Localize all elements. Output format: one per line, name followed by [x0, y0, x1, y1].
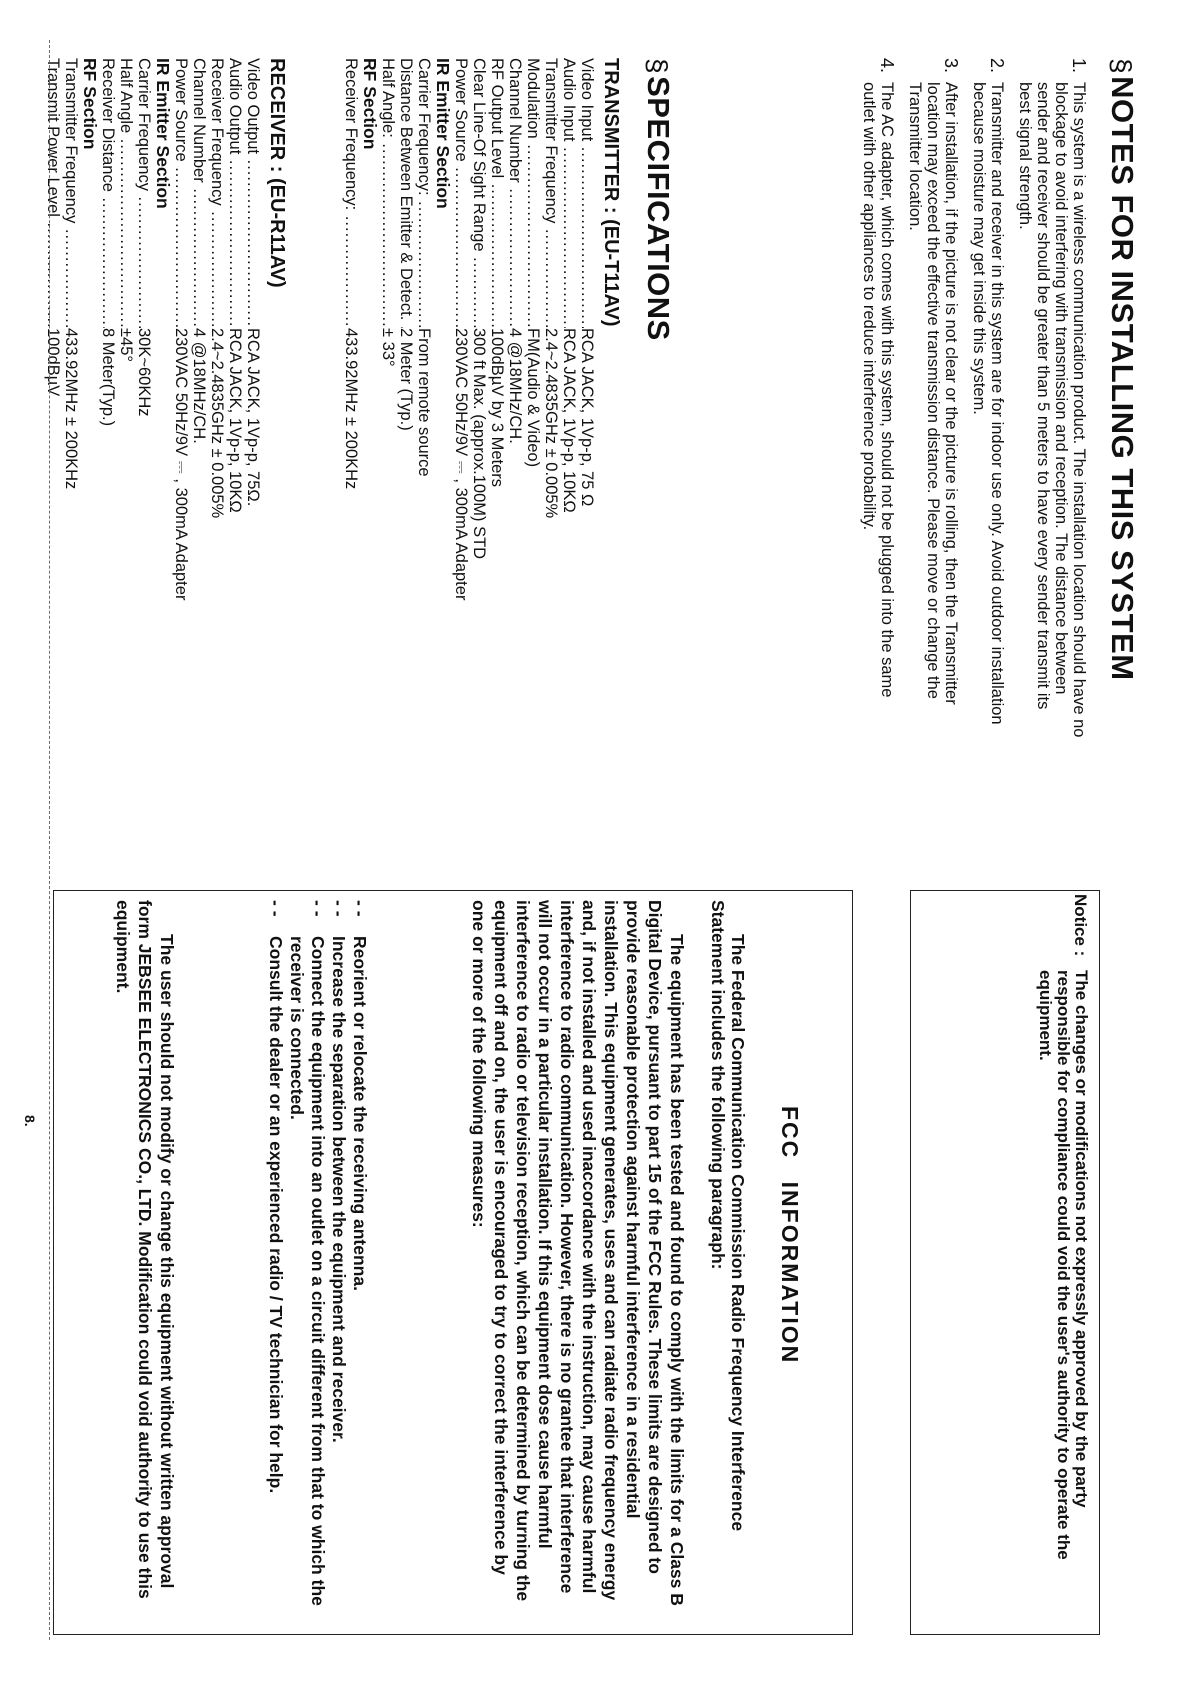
measure-marker: - - — [350, 900, 370, 917]
spec-label: Carrier Frequency: ..... — [415, 58, 433, 328]
spec-value: RCA JACK, 1Vp-p, 10KΩ — [226, 328, 244, 513]
transmitter-heading: TRANSMITTER : (EU-T11AV) — [600, 58, 622, 327]
note-item — [906, 58, 960, 738]
spec-label: Channel Number ..... — [190, 58, 208, 328]
spec-row — [506, 58, 524, 798]
spec-label: Transmitter Frequency ..... — [62, 58, 80, 328]
fcc-paragraph: The equipment has been tested and found to comply with the limits for a Class B Digital Device, pursuant to part 15 of the FCC Rules. These limits are designed to provide reasonable protection against harmful interference in a residential installation. This equipment generates, uses and can radiate radio frequency energy and, if not installed and used inaccordance with the instruction, may cause harmful interference to radio communication. However, there is no grantee that interference will not occur in a particular installation. If this equipment dose cause harmful interference to radio or television reception, which can be determined by turning the equipment off and on, the user is encouraged to try to correct the interference by one or more of the following measures: — [469, 900, 687, 1606]
spec-row — [172, 58, 190, 798]
spec-value: 100dBµV — [44, 328, 62, 397]
measure-text: Increase the separation between the equipment and receiver. — [329, 936, 349, 1443]
spec-value: 100dBµV by 3 Meters — [488, 328, 506, 488]
receiver-heading: RECEIVER : (EU-R11AV) — [266, 58, 288, 288]
left-column — [0, 0, 1188, 800]
spec-value: 300 ft Max. (approx.100M) STD — [470, 328, 488, 560]
note-item — [1016, 58, 1088, 738]
fcc-title: FCC INFORMATION — [777, 1106, 803, 1365]
spec-row — [452, 58, 470, 798]
spec-label: Half Angle: ..... — [379, 58, 397, 328]
note-item — [970, 58, 1006, 738]
notes-list — [850, 58, 1088, 738]
spec-row — [190, 58, 208, 798]
spec-row — [342, 58, 360, 798]
note-number: 1. — [1069, 58, 1089, 74]
spec-value: 2.4~2.4835GHz ± 0.005% — [208, 328, 226, 519]
spec-row — [208, 58, 226, 798]
notes-title — [1104, 58, 1140, 681]
spec-value: 30K~60KHz — [135, 328, 153, 417]
measure-marker: - - — [329, 900, 349, 917]
spec-label: RF Output Level ..... — [488, 58, 506, 328]
spec-row — [226, 58, 244, 798]
spec-value: From remote source — [415, 328, 433, 477]
spec-value: ± 33° — [379, 328, 397, 367]
measure-text: Consult the dealer or an experienced radio / TV technician for help. — [266, 936, 286, 1494]
fcc-measure — [286, 900, 328, 1610]
spec-row — [62, 58, 80, 798]
measure-marker: - - — [266, 900, 286, 917]
section-mark-specs: § — [642, 58, 673, 75]
spec-row — [379, 58, 397, 798]
spec-label: Half Angle ..... — [117, 58, 135, 328]
spec-label: Modulation ..... — [524, 58, 542, 328]
spec-label: Transmit Power Level ..... — [44, 58, 62, 328]
spec-value: 433.92MHz ± 200KHz — [342, 328, 360, 490]
spec-value: 230VAC 50Hz/9V ⎓ , 300mA Adapter — [172, 328, 190, 601]
spec-value: ±45° — [117, 328, 135, 363]
spec-row — [560, 58, 578, 798]
section-mark-notes: § — [1106, 58, 1137, 75]
fcc-measure — [328, 900, 349, 1610]
spec-row — [542, 58, 560, 798]
rx-ir-section-heading: IR Emitter Section — [153, 58, 173, 209]
right-column — [0, 860, 1188, 1682]
note-item — [860, 58, 896, 738]
note-text: After installation, if the picture is not clear or the picture is rolling, then the Transmitter location may exceed the effective transmission distance. Please move or change the Transmitter location. — [906, 82, 960, 705]
spec-label: Receiver Frequency: ..... — [342, 58, 360, 328]
spec-label: Distance Between Emitter & Detect. ..... — [397, 58, 415, 328]
note-text: Transmitter and receiver in this system are for indoor use only. Avoid outdoor installation because moisture may get inside this system. — [970, 82, 1006, 725]
spec-label: Audio Output ..... — [226, 58, 244, 328]
spec-label: Power Source ..... — [172, 58, 190, 328]
spec-value: 4 @18MHz/CH. — [506, 328, 524, 444]
spec-row — [415, 58, 433, 798]
tx-rf-section-heading: RF Section — [360, 58, 380, 150]
fcc-measure — [349, 900, 370, 1610]
note-number: 3. — [941, 58, 961, 74]
spec-value: 2 Meter (Typ.) — [397, 328, 415, 431]
spec-row — [524, 58, 542, 798]
spec-value: RCA JACK, 1Vp-p, 75 Ω — [578, 328, 596, 507]
fcc-closing: The user should not modify or change this equipment without written approval form JEBSEE ELECTRONICS CO., LTD. Modification could void authority to use this equipment. — [113, 900, 177, 1599]
spec-label: Channel Number ..... — [506, 58, 524, 328]
spec-row — [488, 58, 506, 798]
spec-label: Receiver Frequency ..... — [208, 58, 226, 328]
note-number: 4. — [877, 58, 897, 74]
spec-value: FM(Audio & Video) — [524, 328, 542, 468]
spec-row — [578, 58, 596, 798]
spec-label: Video Input ..... — [578, 58, 596, 328]
spec-label: Video Output ..... — [244, 58, 262, 328]
spec-value: 8 Meter(Typ.) — [99, 328, 117, 427]
notice-prefix: Notice : — [1071, 894, 1090, 957]
spec-label: Receiver Distance ..... — [99, 58, 117, 328]
fcc-measures-list — [265, 900, 370, 1610]
spec-row — [135, 58, 153, 798]
spec-row — [44, 58, 62, 798]
measure-text: Reorient or relocate the receiving antenna. — [350, 936, 370, 1291]
spec-value: 2.4~2.4835GHz ± 0.005% — [542, 328, 560, 519]
specifications-title-text: SPECIFICATIONS — [641, 76, 676, 341]
spec-row — [117, 58, 135, 798]
page-number: 8. — [22, 1115, 38, 1127]
specifications-title — [640, 58, 676, 341]
spec-value: 230VAC 50Hz/9V ⎓ , 300mA Adapter — [452, 328, 470, 601]
notice-text: The changes or modifications not expressly approved by the party responsible for compliance could void the user's authority to operate the equipment. — [1036, 970, 1091, 1560]
rx-rf-section-heading: RF Section — [80, 58, 100, 150]
spec-label: Transmitter Frequency ..... — [542, 58, 560, 328]
tx-ir-section-heading: IR Emitter Section — [433, 58, 453, 209]
fcc-measure — [265, 900, 286, 1610]
spec-label: Power Source ..... — [452, 58, 470, 328]
spec-label: Carrier Frequency ..... — [135, 58, 153, 328]
receiver-spec-list — [44, 58, 262, 798]
spec-label: Audio Input ..... — [560, 58, 578, 328]
spec-label: Clear Line-Of Sight Range ..... — [470, 58, 488, 328]
measure-text: Connect the equipment into an outlet on a circuit different from that to which the receiver is connected. — [287, 936, 328, 1606]
spec-value: RCA JACK, 1Vp-p, 10KΩ — [560, 328, 578, 513]
spec-value: 433.92MHz ± 200KHz — [62, 328, 80, 490]
spec-row — [244, 58, 262, 798]
transmitter-spec-list — [342, 58, 596, 798]
note-text: This system is a wireless communication product. The installation location should have no blockage to avoid interfering with transmission and reception. The distance between sender and receiver should be greater than 5 meters to have every sender transmit its best signal strength. — [1016, 82, 1088, 738]
notes-title-text: NOTES FOR INSTALLING THIS SYSTEM — [1105, 76, 1140, 681]
spec-value: 4 @18MHz/CH. — [190, 328, 208, 444]
note-text: The AC adapter, which comes with this system, should not be plugged into the same outlet with other appliances to reduce interference probability. — [860, 82, 896, 698]
note-number: 2. — [987, 58, 1007, 74]
spec-row — [397, 58, 415, 798]
spec-row — [99, 58, 117, 798]
spec-row — [470, 58, 488, 798]
fcc-intro: The Federal Communication Commission Radio Frequency Interference Statement includes the following paragraph: — [708, 900, 748, 1532]
measure-marker: - - — [308, 900, 328, 917]
spec-value: RCA JACK, 1Vp-p, 75Ω. — [244, 328, 262, 507]
